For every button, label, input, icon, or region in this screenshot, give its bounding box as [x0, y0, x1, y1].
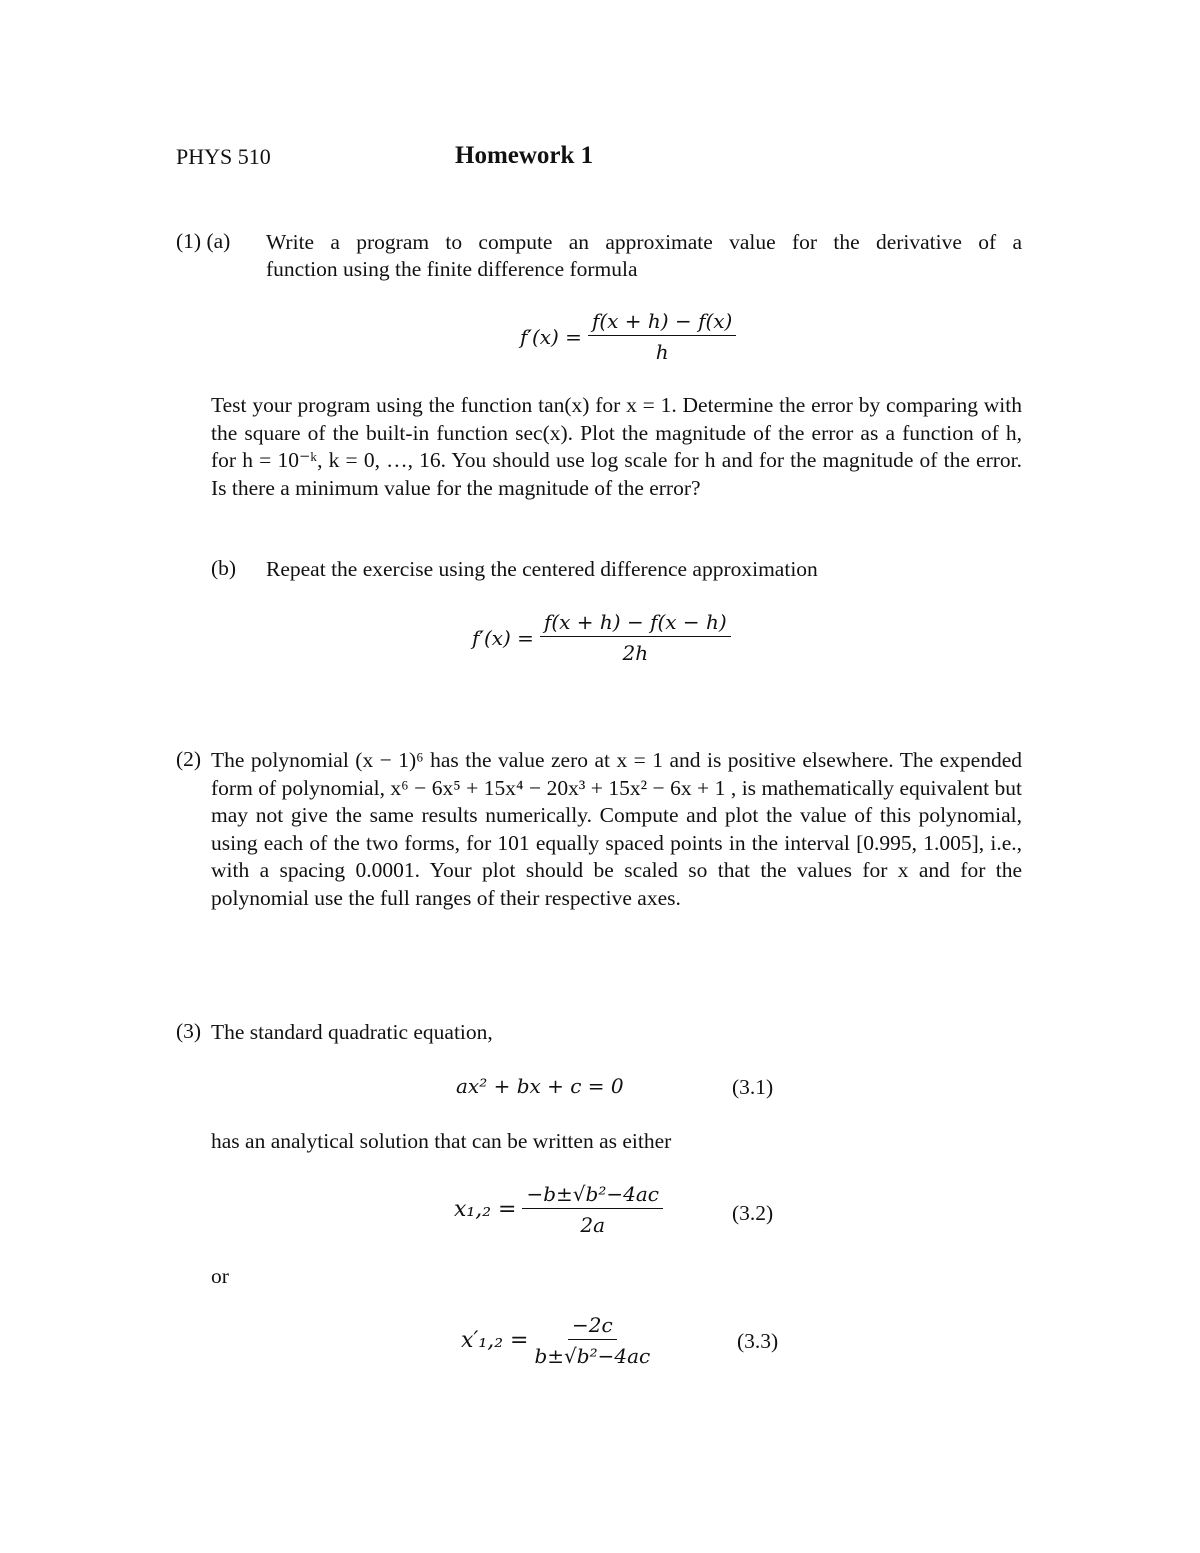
equation-denominator: 2a [580, 1213, 606, 1237]
equation-number-3-2: (3.2) [732, 1201, 774, 1225]
equation-alternate-formula [461, 1313, 650, 1368]
equation-denominator: b±√b²−4ac [534, 1344, 651, 1368]
problem-1b-label: (b) [211, 556, 237, 580]
equation-denominator: 2h [622, 641, 649, 665]
equation-denominator: h [655, 340, 669, 364]
problem-1b-text: Repeat the exercise using the centered difference approximation [266, 557, 818, 581]
equation-centered-difference [472, 610, 731, 665]
equation-lhs: f′(x) = [472, 625, 534, 650]
equation-forward-difference [520, 309, 736, 364]
problem-1a-intro-line1: Write a program to compute an approximate value for the derivative of a [266, 230, 1022, 254]
equation-numerator: f(x + h) − f(x − h) [540, 610, 731, 637]
problem-3-mid-text: has an analytical solution that can be written as either [211, 1129, 672, 1153]
problem-1a-test-paragraph: Test your program using the function tan(x) for x = 1. Determine the error by comparing with the square of the built-in function sec(x). Plot the magnitude of the error as a function of h, for h = 10⁻ᵏ, k = 0, …, 16. You should use log scale for h and for the magnitude of the error. Is there a minimum value for the magnitude of the error? [211, 393, 1022, 500]
equation-lhs: x₁,₂ = [454, 1197, 517, 1222]
equation-number-3-1: (3.1) [732, 1075, 774, 1099]
course-code: PHYS 510 [176, 144, 271, 169]
problem-1a-intro-line2: function using the finite difference formula [266, 257, 638, 281]
problem-1-label: (1) (a) [176, 229, 231, 253]
equation-quadratic: ax² + bx + c = 0 [456, 1074, 624, 1098]
equation-numerator: −2c [568, 1313, 617, 1340]
equation-lhs: f′(x) = [520, 324, 582, 349]
problem-3-or: or [211, 1264, 229, 1288]
page-title: Homework 1 [455, 142, 594, 169]
problem-2-paragraph: The polynomial (x − 1)⁶ has the value zero at x = 1 and is positive elsewhere. The expended form of polynomial, x⁶ − 6x⁵ + 15x⁴ − 20x³ + 15x² − 6x + 1 , is mathematically equivalent but may not give the same results numerically. Compute and plot the value of this polynomial, using each of the two forms, for 101 equally spaced points in the interval [0.995, 1.005], i.e., with a spacing 0.0001. Your plot should be scaled so that the values for x and for the polynomial use the full ranges of their respective axes. [211, 748, 1022, 910]
equation-numerator: f(x + h) − f(x) [588, 309, 736, 336]
problem-3-label: (3) [176, 1019, 202, 1043]
problem-2-label: (2) [176, 747, 202, 771]
equation-number-3-3: (3.3) [737, 1329, 779, 1353]
equation-lhs: x′₁,₂ = [461, 1328, 529, 1353]
problem-3-intro: The standard quadratic equation, [211, 1020, 493, 1044]
equation-quadratic-formula [454, 1182, 663, 1237]
equation-numerator: −b±√b²−4ac [522, 1182, 663, 1209]
